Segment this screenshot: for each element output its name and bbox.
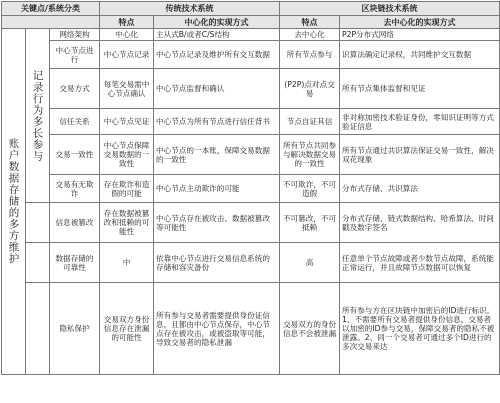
trad-feature-cell: 存在数据被篡改和抵赖的可能性 [100, 203, 154, 243]
bc-feature-cell: 去中心化 [280, 29, 340, 41]
bc-impl-cell: P2P分布式网络 [340, 29, 500, 41]
bc-feature-cell: 所有节点参与 [280, 41, 340, 69]
trad-impl-cell: 所有参与交易者需要提供身份证信息，且都由中心节点保存，中心节点存在被攻击，或被盗取等可能，导致交易者的隐私泄漏 [154, 283, 280, 375]
aspect-cell: 隐私保护 [50, 283, 100, 375]
bc-feature-cell: 高 [280, 243, 340, 283]
bc-feature-cell: 不可欺诈，不可造假 [280, 175, 340, 203]
trad-feature-cell: 中心节点保障交易数据的一致性 [100, 135, 154, 175]
trad-feature-cell: 中心节点见证 [100, 109, 154, 135]
header-row-2 [2, 16, 500, 29]
trad-impl-cell: 依靠中心节点进行交易信息系统的存储和容灾备份 [154, 243, 280, 283]
bc-impl-header: 去中心化的实现方式 [340, 16, 500, 29]
side-label-sub: 记录行为多长参与 [26, 29, 50, 203]
trad-feature-cell: 交易双方身份信息存在泄漏的可能性 [100, 283, 154, 375]
header-spacer [2, 16, 100, 29]
bc-feature-cell: 节点自证其信 [280, 109, 340, 135]
aspect-cell: 网络架构 [50, 29, 100, 41]
bc-impl-cell: 所有参与方在区块链中加密后的ID进行标识。1、不需要所有交易者提供身份信息，交易者以加密的ID参与交易，保障交易者的隐私不被泄露。2、同一个交易者可通过多个ID进行的多次交易来达 [340, 283, 500, 375]
bc-impl-cell: 分布式存储、链式数据结构、哈希算法、时间戳及数字签名 [340, 203, 500, 243]
trad-impl-cell: 主从式B/或者C/S结构 [154, 29, 280, 41]
sub-spacer [26, 283, 50, 375]
traditional-header: 传统技术系统 [100, 2, 280, 16]
bc-impl-cell: 识算法确定记录权，共同维护交互数据 [340, 41, 500, 69]
table-row [2, 203, 500, 243]
table-row [2, 283, 500, 375]
bc-impl-cell: 所有节点通过共识算法保证交易一致性，解决双花现象 [340, 135, 500, 175]
blockchain-header: 区块链技术系统 [280, 2, 500, 16]
table-row [2, 109, 500, 135]
trad-impl-cell: 中心节点记录及维护所有交互数据 [154, 41, 280, 69]
bc-feature-cell: 不可篡改，不可抵赖 [280, 203, 340, 243]
table-row [2, 243, 500, 283]
table-row [2, 175, 500, 203]
table-row [2, 29, 500, 41]
table-row [2, 41, 500, 69]
bc-feature-cell: (P2P)点对点交易 [280, 69, 340, 109]
sub-spacer [26, 243, 50, 283]
table-row [2, 135, 500, 175]
trad-feature-cell: 存在欺诈和造假的可能 [100, 175, 154, 203]
trad-feature-cell: 中心节点记录 [100, 41, 154, 69]
table-row [2, 69, 500, 109]
trad-impl-cell: 中心节点监督和确认 [154, 69, 280, 109]
trad-impl-cell: 中心节点存在被攻击、数据被篡改等可能性 [154, 203, 280, 243]
bc-feature-cell: 交易双方的身份信息不会被泄漏 [280, 283, 340, 375]
bc-feature-header: 特点 [280, 16, 340, 29]
aspect-cell: 交易方式 [50, 69, 100, 109]
aspect-cell: 交易一致性 [50, 135, 100, 175]
trad-impl-cell: 中心节点主动欺诈的可能 [154, 175, 280, 203]
header-row-1 [2, 2, 500, 16]
comparison-table [1, 1, 500, 375]
aspect-cell: 信任关系 [50, 109, 100, 135]
bc-impl-cell: 分布式存储、共识算法 [340, 175, 500, 203]
trad-feature-cell: 中 [100, 243, 154, 283]
trad-impl-header: 中心化的实现方式 [154, 16, 280, 29]
key-points-header: 关键点/系统分类 [2, 2, 100, 16]
bc-impl-cell: 任意单个节点故障或者少数节点故障，系统能正常运行，并且故障节点数据可以恢复 [340, 243, 500, 283]
trad-feature-cell: 每笔交易需中心节点确认 [100, 69, 154, 109]
sub-spacer [26, 203, 50, 243]
bc-impl-cell: 所有节点集体监督和见证 [340, 69, 500, 109]
side-label-main: 账户数据存储的多方维护 [2, 29, 26, 375]
bc-impl-cell: 非对称加密技术验证身份，零知识证明等方式验证信息 [340, 109, 500, 135]
aspect-cell: 数据存储的可靠性 [50, 243, 100, 283]
aspect-cell: 交易有无欺诈 [50, 175, 100, 203]
aspect-cell: 信息被篡改 [50, 203, 100, 243]
trad-impl-cell: 中心节点的一本账，保障交易数据的一致性 [154, 135, 280, 175]
aspect-cell: 中心节点进行 [50, 41, 100, 69]
trad-impl-cell: 中心节点为所有节点进行信任背书 [154, 109, 280, 135]
trad-feature-header: 特点 [100, 16, 154, 29]
bc-feature-cell: 所有节点共同参与解决数据交易的一致性 [280, 135, 340, 175]
trad-feature-cell: 中心化 [100, 29, 154, 41]
